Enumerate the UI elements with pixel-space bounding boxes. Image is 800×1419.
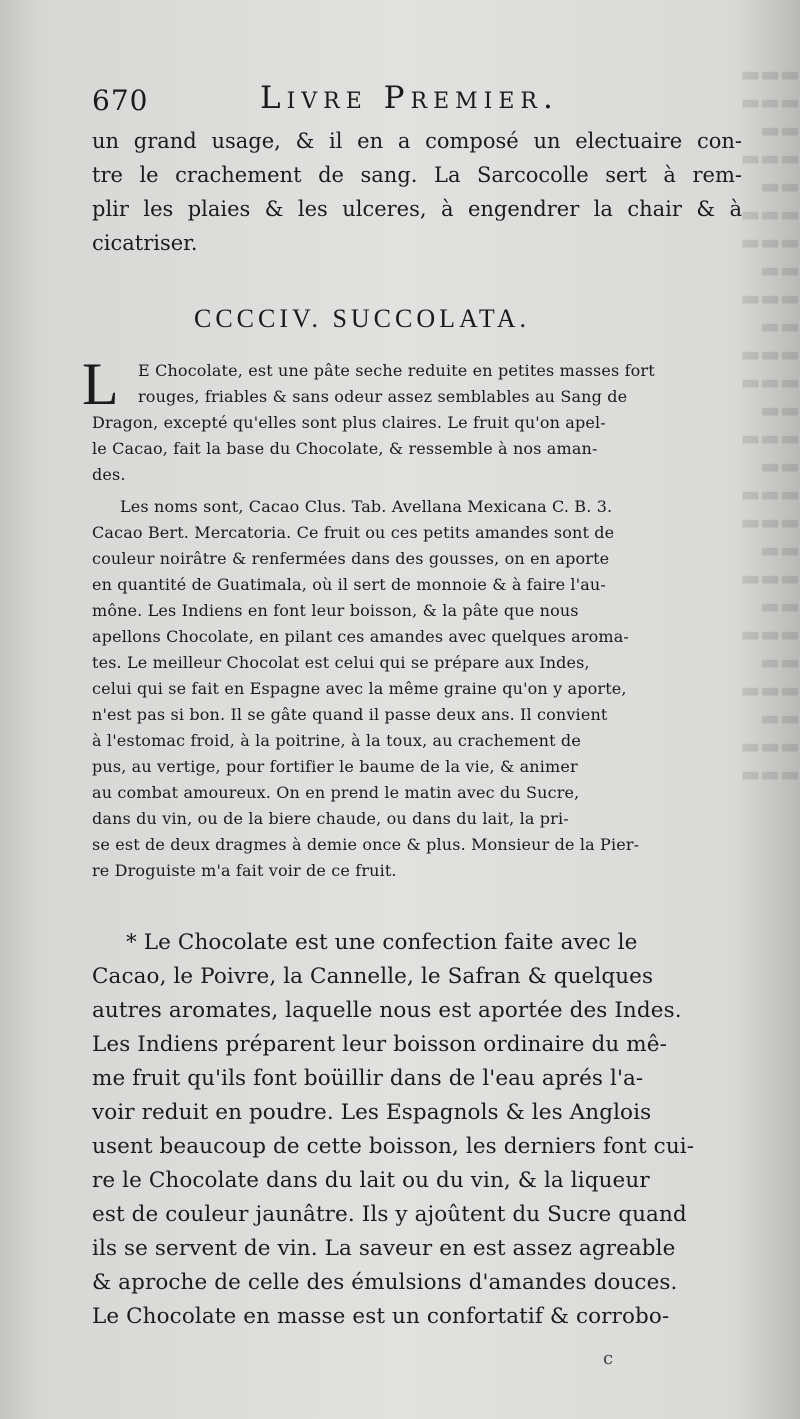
- text-line: Dragon, excepté qu'elles sont plus claires. Le fruit qu'on apel-: [92, 413, 606, 432]
- text-line: voir reduit en poudre. Les Espagnols & les Anglois: [92, 1100, 652, 1125]
- page-content: [82, 72, 742, 1334]
- text-line: ils se servent de vin. La saveur en est assez agreable: [92, 1236, 676, 1261]
- annotation-paragraph: [92, 926, 742, 1334]
- text-line: * Le Chocolate est une confection faite avec le: [126, 930, 638, 955]
- text-line: tre le crachement de sang. La Sarcocolle sert à rem-: [92, 163, 742, 187]
- drop-cap: L: [82, 351, 119, 417]
- text-line: des.: [92, 465, 126, 484]
- text-line: me fruit qu'ils font boüillir dans de l'eau aprés l'a-: [92, 1066, 644, 1091]
- text-line: en quantité de Guatimala, où il sert de monnoie & à faire l'au-: [92, 575, 606, 594]
- text-line: re le Chocolate dans du lait ou du vin, & la liqueur: [92, 1168, 650, 1193]
- text-line: n'est pas si bon. Il se gâte quand il passe deux ans. Il convient: [92, 705, 608, 724]
- text-line: à l'estomac froid, à la poitrine, à la toux, au crachement de: [92, 731, 581, 750]
- text-line: autres aromates, laquelle nous est aportée des Indes.: [92, 998, 682, 1023]
- text-line: Les Indiens préparent leur boisson ordinaire du mê-: [92, 1032, 667, 1057]
- names-paragraph: [92, 494, 742, 884]
- text-line: Cacao Bert. Mercatoria. Ce fruit ou ces petits amandes sont de: [92, 523, 615, 542]
- section-title: CCCCIV. SUCCOLATA.: [194, 304, 530, 333]
- text-line: dans du vin, ou de la biere chaude, ou dans du lait, la pri-: [92, 809, 569, 828]
- show-through-shadow: ▬▬▬ ▬▬▬ ▬▬ ▬▬▬ ▬▬ ▬▬▬ ▬▬▬ ▬▬ ▬▬▬ ▬▬ ▬▬▬ ▬▬▬ ▬▬ ▬▬▬ ▬▬ ▬▬▬ ▬▬▬ ▬▬ ▬▬▬ ▬▬ ▬▬▬ ▬▬ ▬▬▬ ▬▬ ▬▬▬ ▬▬▬: [740, 62, 800, 786]
- text-line: mône. Les Indiens en font leur boisson, & la pâte que nous: [92, 601, 579, 620]
- page-header: [92, 72, 742, 124]
- running-title: Livre Premier.: [260, 80, 559, 116]
- text-line: Cacao, le Poivre, la Cannelle, le Safran & quelques: [92, 964, 654, 989]
- text-line: celui qui se fait en Espagne avec la même graine qu'on y aporte,: [92, 679, 627, 698]
- text-line: cicatriser.: [92, 231, 198, 255]
- text-line: E Chocolate, est une pâte seche reduite en petites masses fort: [138, 361, 655, 380]
- text-line: & aproche de celle des émulsions d'amandes douces.: [92, 1270, 678, 1295]
- intro-paragraph: [82, 351, 742, 488]
- text-line: usent beaucoup de cette boisson, les derniers font cui-: [92, 1134, 695, 1159]
- text-line: est de couleur jaunâtre. Ils y ajoûtent du Sucre quand: [92, 1202, 687, 1227]
- text-line: un grand usage, & il en a composé un electuaire con-: [92, 129, 742, 153]
- text-line: le Cacao, fait la base du Chocolate, & ressemble à nos aman-: [92, 439, 598, 458]
- text-line: pus, au vertige, pour fortifier le baume de la vie, & animer: [92, 757, 578, 776]
- page-number: 670: [92, 84, 149, 117]
- text-line: couleur noirâtre & renfermées dans des gousses, on en aporte: [92, 549, 610, 568]
- text-line: rouges, friables & sans odeur assez semblables au Sang de: [138, 387, 628, 406]
- text-line: se est de deux dragmes à demie once & plus. Monsieur de la Pier-: [92, 835, 640, 854]
- continued-paragraph: [92, 124, 742, 260]
- text-line: au combat amoureux. On en prend le matin avec du Sucre,: [92, 783, 580, 802]
- signature-mark: c: [603, 1348, 614, 1369]
- text-line: apellons Chocolate, en pilant ces amandes avec quelques aroma-: [92, 627, 629, 646]
- text-line: Les noms sont, Cacao Clus. Tab. Avellana Mexicana C. B. 3.: [120, 497, 613, 516]
- text-line: tes. Le meilleur Chocolat est celui qui se prépare aux Indes,: [92, 653, 590, 672]
- text-line: plir les plaies & les ulceres, à engendrer la chair & à: [92, 197, 742, 221]
- text-line: Le Chocolate en masse est un confortatif & corrobo-: [92, 1304, 670, 1329]
- text-line: re Droguiste m'a fait voir de ce fruit.: [92, 861, 397, 880]
